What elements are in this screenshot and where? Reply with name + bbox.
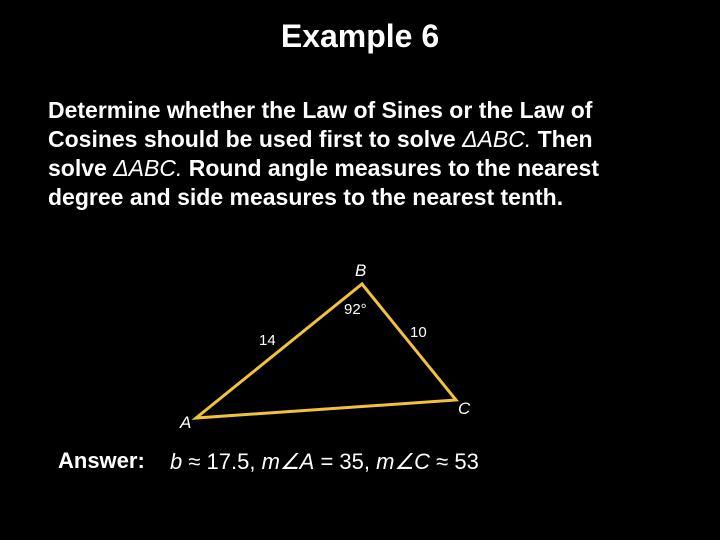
vertex-c-label: C (458, 399, 471, 418)
side-ab-label: 14 (259, 332, 276, 349)
triangle-reference: ΔABC. (462, 126, 532, 152)
problem-line-1: Determine whether the Law of Sines or the Law of (48, 97, 593, 123)
answer-b-variable: b (170, 449, 183, 474)
problem-line-2-text: Cosines should be used first to solve (48, 126, 463, 152)
answer-angle-a-value: = 35, (314, 449, 377, 474)
answer-angle-a-variable: m∠A (261, 449, 315, 474)
triangle-abc (196, 284, 456, 418)
problem-line-2-end: Then (531, 126, 593, 152)
vertex-a-label: A (180, 413, 192, 432)
answer-b-value: ≈ 17.5, (182, 449, 262, 474)
triangle-reference-2: ΔABC. (113, 155, 183, 181)
side-bc-label: 10 (410, 324, 427, 341)
problem-line-3-text: solve (48, 155, 114, 181)
angle-b-label: 92° (344, 301, 367, 318)
answer-angle-c-variable: m∠C (376, 449, 431, 474)
problem-line-3-end: Round angle measures to the nearest (182, 155, 600, 181)
vertex-b-label: B (355, 261, 367, 280)
answer-angle-c-value: ≈ 53 (430, 449, 479, 474)
answer-label: Answer: (58, 448, 145, 473)
problem-line-4: degree and side measures to the nearest tenth. (48, 184, 564, 210)
answer-expression (170, 449, 479, 475)
slide-title: Example 6 (280, 18, 440, 54)
